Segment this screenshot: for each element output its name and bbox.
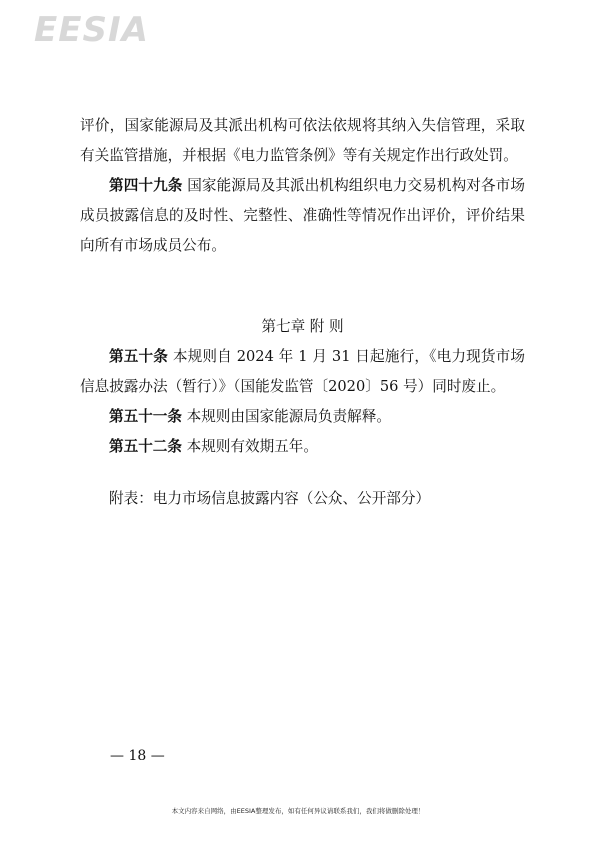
article-50-text: 本规则自 2024 年 1 月 31 日起施行，《电力现货市场信息披露办法（暂行）》（国能发监管〔2020〕56 号）同时废止。: [80, 348, 525, 395]
article-50-title: 第五十条: [109, 348, 169, 365]
article-49-title: 第四十九条: [109, 177, 183, 194]
eesia-logo: EESIA: [34, 10, 149, 50]
article-52: [80, 432, 525, 462]
appendix-line: 附表：电力市场信息披露内容（公众、公开部分）: [109, 490, 431, 507]
article-49: [80, 171, 525, 261]
article-50: [80, 342, 525, 402]
chapter-title: 第七章 附 则: [261, 318, 344, 335]
paragraph-continuation: 评价，国家能源局及其派出机构可依法依规将其纳入失信管理，采取有关监管措施，并根据《电力监管条例》等有关规定作出行政处罚。: [80, 117, 525, 164]
appendix-block: [80, 484, 525, 514]
article-51-title: 第五十一条: [109, 408, 182, 425]
article-51-text: 本规则由国家能源局负责解释。: [181, 408, 391, 425]
article-51: [80, 402, 525, 432]
article-52-text: 本规则有效期五年。: [181, 438, 318, 455]
article-52-title: 第五十二条: [109, 438, 182, 455]
body-text-top: [80, 111, 525, 261]
article-49-text: 国家能源局及其派出机构组织电力交易机构对各市场成员披露信息的及时性、完整性、准确性等情况作出评价，评价结果向所有市场成员公布。: [80, 177, 525, 254]
page-number: — 18 —: [110, 748, 165, 764]
body-text-chapter: [80, 342, 525, 462]
footer-note: 本文内容来自网络，由EESIA整理发布，如有任何异议请联系我们，我们将做删除处理！: [171, 807, 425, 815]
